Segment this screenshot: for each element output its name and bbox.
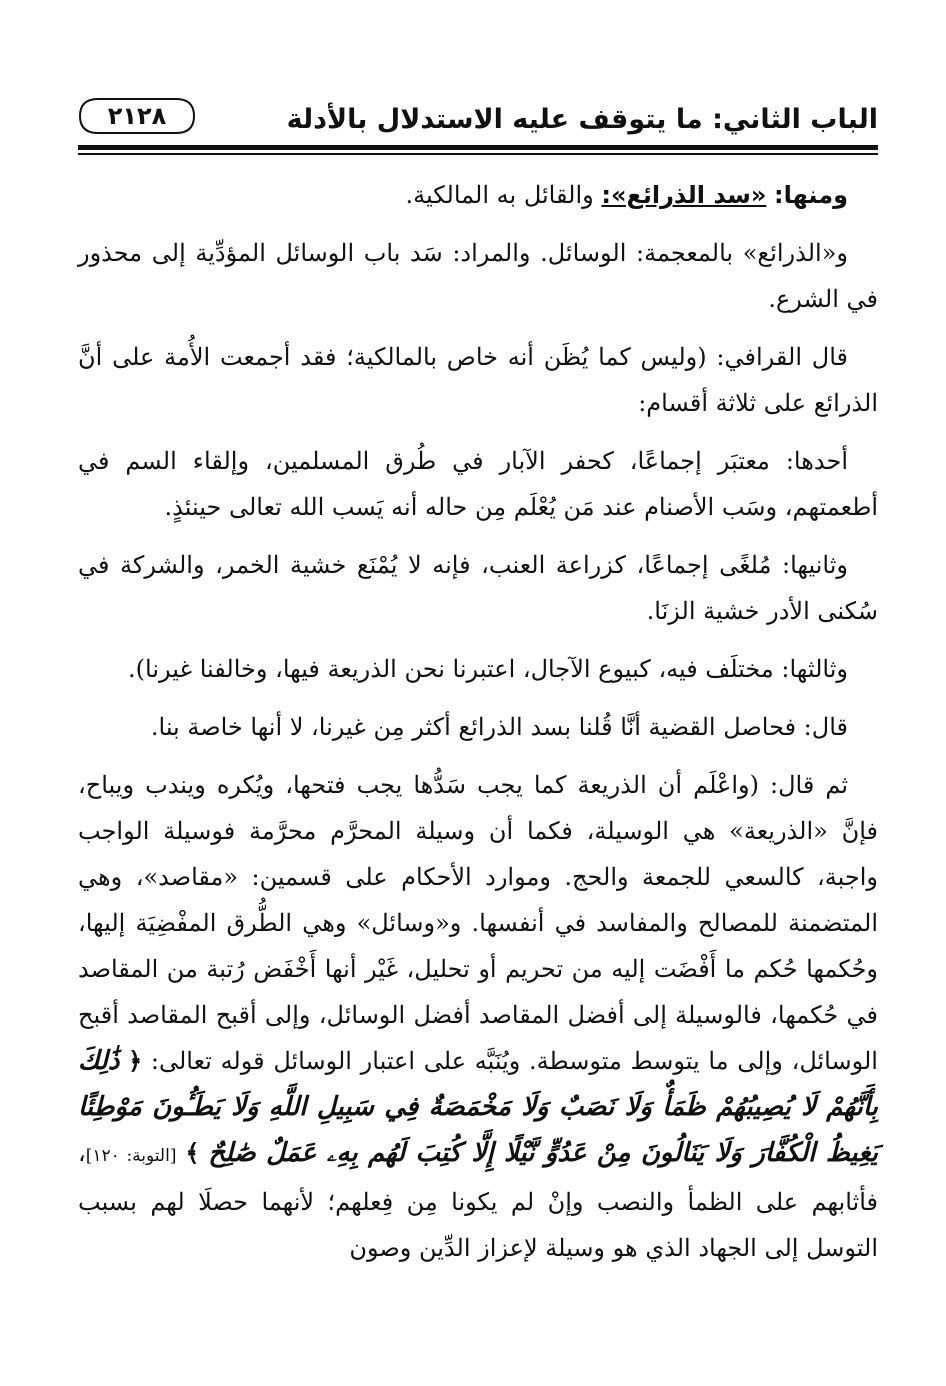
main-text [78, 172, 878, 1283]
verse-citation: [التوبة: ١٢٠] [85, 1146, 177, 1166]
section-term: «سد الذرائع»: [601, 181, 767, 209]
quran-verse: ذَٰلِكَ بِأَنَّهُمْ لَا يُصِيبُهُمْ ظَمَأٌ وَلَا نَصَبٌ وَلَا مَخْمَصَةٌ فِي سَبِيلِ اللَّهِ وَلَا يَطَـُٔونَ مَوْطِئًا يَغِيظُ الْكُفَّارَ وَلَا يَنَالُونَ مِنْ عَدُوٍّ نَّيْلًا إِلَّا كُتِبَ لَهُم بِهِۦ عَمَلٌ صَٰلِحٌ [78, 1046, 879, 1168]
header-rule-thin [78, 153, 878, 155]
header-rule-thick [78, 145, 878, 150]
lead-word: ومنها: [773, 181, 848, 209]
paragraph-tail: ، فأثابهم على الظمأ والنصب وإنْ لم يكونا مِن فِعلهم؛ لأنهما حصلَا لهم بسبب التوسل إلى الجهاد الذي هو وسيلة لإعزاز الدِّين وصون [78, 1139, 878, 1262]
quran-bracket-close: ﴾ [185, 1138, 200, 1167]
paragraph-third-category: وثالثها: مختلَف فيه، كبيوع الآجال، اعتبرنا نحن الذريعة فيها، وخالفنا غيرنا). [128, 655, 848, 683]
paragraph-first-category: أحدها: معتبَر إجماعًا، كحفر الآبار في طُرق المسلمين، وإلقاء السم في أطعمتهم، وسَب الأصنام عند مَن يُعْلَم مِن حاله أنه يَسب الله تعالى حينئذٍ. [78, 447, 878, 521]
paragraph-qarafi-quote: قال القرافي: (وليس كما يُظَن أنه خاص بالمالكية؛ فقد أجمعت الأُمة على أنَّ الذرائع على ثلاثة أقسام: [78, 343, 878, 417]
paragraph-conclusion: قال: فحاصل القضية أنَّا قُلنا بسد الذرائع أكثر مِن غيرنا، لا أنها خاصة بنا. [150, 713, 848, 741]
page-number: ٢١٢٨ [107, 102, 167, 130]
running-title: الباب الثاني: ما يتوقف عليه الاستدلال بالأدلة [286, 104, 878, 135]
quran-bracket-open: ﴿ [128, 1046, 143, 1075]
paragraph-means-and-ends [78, 762, 878, 1271]
paragraph-text: والقائل به المالكية. [405, 181, 594, 209]
paragraph-sadd-al-dharai [78, 172, 878, 218]
paragraph-text: ثم قال: (واعْلَم أن الذريعة كما يجب سَدُّها يجب فتحها، ويُكره ويندب ويباح، فإنَّ «الذريعة» هي الوسيلة، فكما أن وسيلة المحرَّم محرَّمة فوسيلة الواجب واجبة، كالسعي للجمعة والحج. وموارد الأحكام على قسمين: «مقاصد»، وهي المتضمنة للمصالح والمفاسد في أنفسها. و«وسائل» وهي الطُّرق المفْضِيَة إليها، وحُكمها حُكم ما أَفْضَت إليه من تحريم أو تحليل، غَيْر أنها أَخْفَض رُتبة من المقاصد في حُكمها، فالوسيلة إلى أفضل المقاصد أفضل الوسائل، وإلى أقبح المقاصد أقبح الوسائل، وإلى ما يتوسط متوسطة. ويُنَبَّه على اعتبار الوسائل قوله تعالى: [78, 771, 879, 1075]
page-number-badge [78, 96, 196, 134]
paragraph-definition: و«الذرائع» بالمعجمة: الوسائل. والمراد: سَد باب الوسائل المؤدِّية إلى محذور في الشرع. [78, 239, 878, 313]
paragraph-second-category: وثانيها: مُلغًى إجماعًا، كزراعة العنب، فإنه لا يُمْنَع خشية الخمر، والشركة في سُكنى الأدر خشية الزنَا. [78, 551, 878, 625]
